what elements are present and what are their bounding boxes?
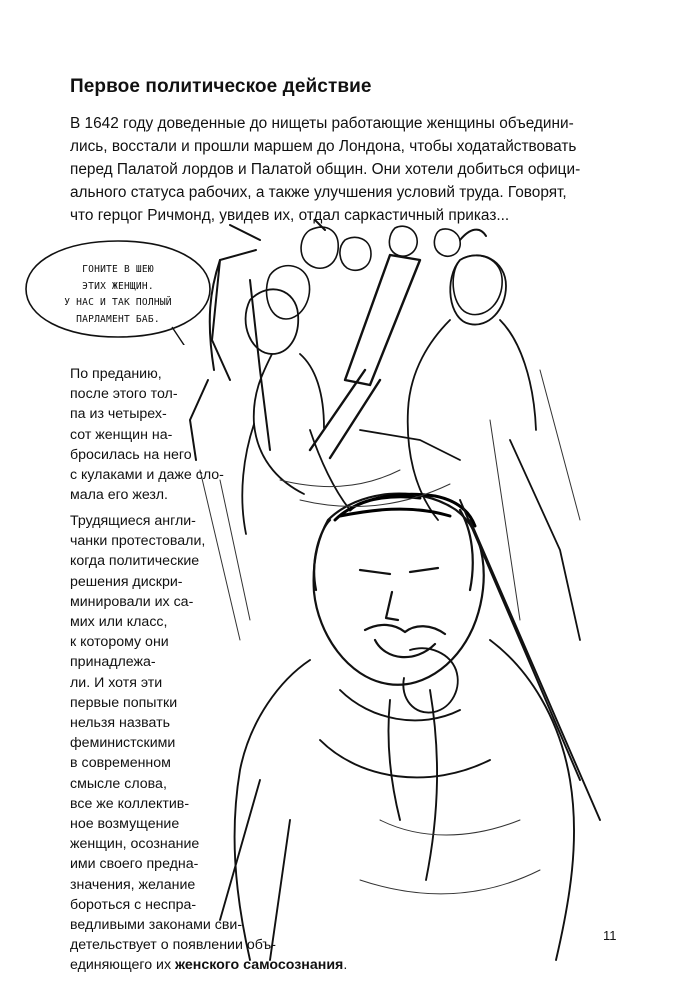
protest-line: чанки протестовали, <box>70 533 206 550</box>
legend-line: По преданию, <box>70 366 162 382</box>
protest-line: детельствует о появлении объ- <box>70 937 276 954</box>
emphasis-term: женского самосознания <box>175 957 344 974</box>
protest-line: бороться с неспра- <box>70 896 197 913</box>
protest-line: мих или класс, <box>70 614 168 631</box>
intro-line: что герцог Ричмонд, увидев их, отдал саркастичный приказ... <box>70 207 510 224</box>
speech-line: ЭТИХ ЖЕНЩИН. <box>82 280 154 292</box>
protest-line: принадлежа- <box>70 654 156 671</box>
speech-line: У НАС И ТАК ПОЛНЫЙ <box>64 297 172 308</box>
protest-line: первые попытки <box>70 694 178 711</box>
page-heading: Первое политическое действие <box>70 76 372 97</box>
legend-line: после этого тол- <box>70 386 178 403</box>
legend-line: па из четырех- <box>70 406 167 423</box>
intro-line: перед Палатой лордов и Палатой общин. Они хотели добиться офици- <box>70 161 581 178</box>
protest-line: ведливыми законами сви- <box>70 917 243 934</box>
protest-line: Трудящиеся англи- <box>70 513 196 529</box>
intro-paragraph <box>70 112 595 227</box>
legend-paragraph <box>70 364 224 505</box>
protest-last-line <box>70 955 347 975</box>
intro-line: В 1642 году доведенные до нищеты работающие женщины объедини- <box>70 115 574 132</box>
protest-line: минировали их са- <box>70 593 194 610</box>
protest-last-prefix: единяющего их <box>70 957 175 974</box>
legend-line: бросилась на него <box>70 446 192 463</box>
speech-line: ГОНИТЕ В ШЕЮ <box>82 264 154 275</box>
protest-line: ими своего предна- <box>70 856 199 873</box>
protest-line: значения, желание <box>70 876 196 893</box>
protest-line: феминистскими <box>70 735 176 752</box>
intro-line: лись, восстали и прошли маршем до Лондона, чтобы ходатайствовать <box>70 138 577 155</box>
protest-line: в современном <box>70 755 171 772</box>
protest-line: женщин, осознание <box>70 836 200 853</box>
legend-line: сот женщин на- <box>70 426 173 443</box>
protest-line: смысле слова, <box>70 775 167 792</box>
legend-line: с кулаками и даже сло- <box>70 467 224 484</box>
protest-line: когда политические <box>70 553 200 570</box>
protest-line: ли. И хотя эти <box>70 674 163 691</box>
speech-line: ПАРЛАМЕНТ БАБ. <box>76 313 160 325</box>
protest-line: все же коллектив- <box>70 795 190 812</box>
speech-bubble-text <box>42 262 194 328</box>
protest-line: ное возмущение <box>70 816 180 833</box>
protest-line: нельзя назвать <box>70 715 170 732</box>
protest-last-suffix: . <box>343 957 348 974</box>
protest-paragraph <box>70 511 347 976</box>
intro-line: ального статуса рабочих, а также улучшения условий труда. Говорят, <box>70 184 567 201</box>
protest-line: к которому они <box>70 634 169 651</box>
protest-line: решения дискри- <box>70 573 183 590</box>
page-number: 11 <box>603 928 617 943</box>
legend-line: мала его жезл. <box>70 487 168 504</box>
